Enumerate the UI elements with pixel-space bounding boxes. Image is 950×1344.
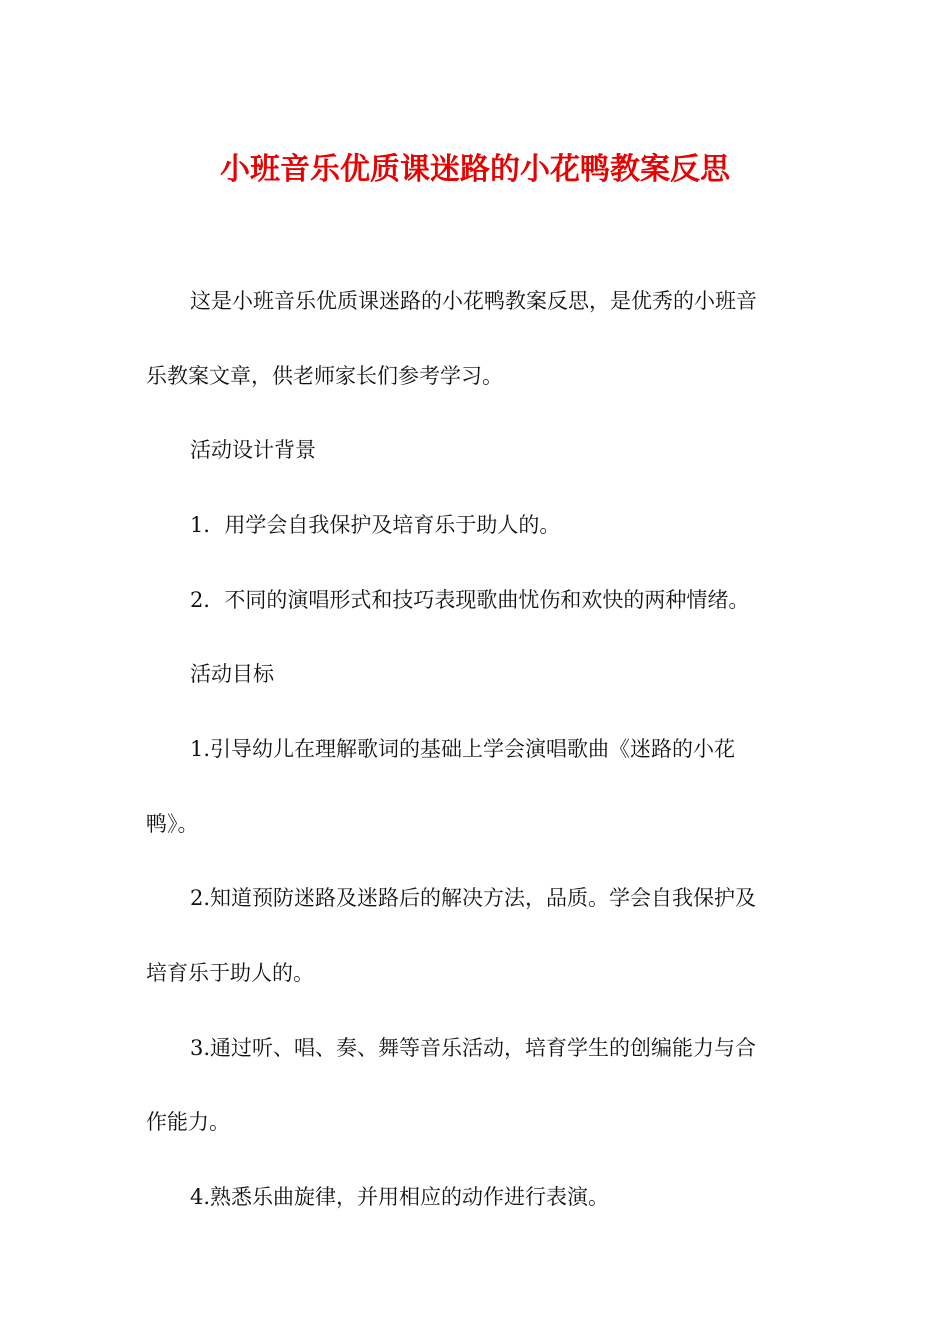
list-item-continuation: 培育乐于助人的。 <box>146 961 314 985</box>
list-item-continuation: 作能力。 <box>146 1110 230 1134</box>
list-item: 4.熟悉乐曲旋律，并用相应的动作进行表演。 <box>190 1185 610 1209</box>
list-item: 1．用学会自我保护及培育乐于助人的。 <box>190 513 561 537</box>
document-title: 小班音乐优质课迷路的小花鸭教案反思 <box>220 152 730 187</box>
paragraph-line: 乐教案文章，供老师家长们参考学习。 <box>146 364 503 388</box>
paragraph-line: 这是小班音乐优质课迷路的小花鸭教案反思，是优秀的小班音 <box>190 289 757 313</box>
list-item: 2.知道预防迷路及迷路后的解决方法，品质。学会自我保护及 <box>190 886 757 910</box>
list-item: 1.引导幼儿在理解歌词的基础上学会演唱歌曲《迷路的小花 <box>190 737 736 761</box>
section-heading: 活动目标 <box>190 662 274 686</box>
list-item-continuation: 鸭》。 <box>146 812 199 836</box>
section-heading: 活动设计背景 <box>190 438 316 462</box>
list-item: 2．不同的演唱形式和技巧表现歌曲忧伤和欢快的两种情绪。 <box>190 588 750 612</box>
list-item: 3.通过听、唱、奏、舞等音乐活动，培育学生的创编能力与合 <box>190 1036 757 1060</box>
